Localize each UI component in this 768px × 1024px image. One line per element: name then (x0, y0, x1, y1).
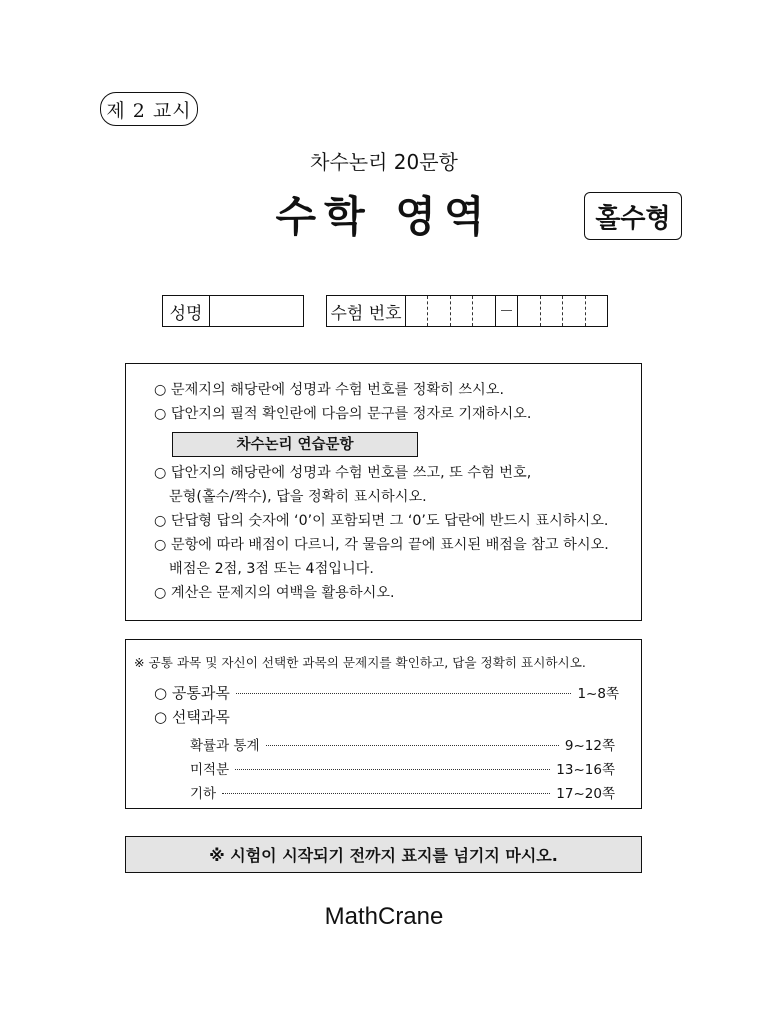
subjects-box (125, 639, 642, 809)
exam-number-cell[interactable] (540, 296, 562, 326)
exam-type-badge: 홀수형 (584, 192, 682, 240)
exam-number-cell[interactable] (562, 296, 584, 326)
exam-number-cell[interactable] (472, 296, 494, 326)
toc-leader (266, 745, 559, 746)
subjects-note: ※ 공통 과목 및 자신이 선택한 과목의 문제지를 확인하고, 답을 정확히 표시하시오. (134, 655, 586, 670)
instruction-line: ○ 문제지의 해당란에 성명과 수험 번호를 정확히 쓰시오. (154, 382, 504, 398)
toc-leader (222, 793, 550, 794)
subtitle: 차수논리 20문항 (310, 150, 458, 174)
notice-banner: ※ 시험이 시작되기 전까지 표지를 넘기지 마시오. (125, 836, 642, 873)
exam-number-cell[interactable] (585, 296, 607, 326)
instruction-line: ○ 답안지의 필적 확인란에 다음의 문구를 정자로 기재하시오. (154, 406, 532, 422)
exam-number-input[interactable] (406, 296, 607, 326)
toc-row-elective (190, 758, 615, 778)
toc-row-elective-heading (154, 706, 230, 727)
toc-label: ○ 선택과목 (154, 708, 230, 726)
instruction-line: ○ 계산은 문제지의 여백을 활용하시오. (154, 585, 395, 601)
toc-leader (235, 769, 550, 770)
toc-label: 미적분 (190, 762, 230, 778)
toc-leader (236, 693, 572, 694)
name-input[interactable] (210, 296, 303, 326)
page-title: 수학 영역 (275, 192, 493, 241)
instruction-line: ○ 문항에 따라 배점이 다르니, 각 물음의 끝에 표시된 배점을 참고 하시오. (154, 537, 609, 553)
session-badge: 제 2 교시 (100, 92, 198, 126)
toc-label: ○ 공통과목 (154, 684, 230, 702)
toc-row-common (154, 682, 619, 703)
toc-pages: 17~20쪽 (556, 786, 615, 802)
toc-pages: 13~16쪽 (556, 762, 615, 778)
exam-number-field (326, 295, 608, 327)
toc-label: 기하 (190, 786, 217, 802)
exam-number-cell[interactable] (406, 296, 427, 326)
exam-number-label: 수험 번호 (327, 296, 406, 326)
name-label: 성명 (163, 296, 210, 326)
instruction-line: ○ 답안지의 해당란에 성명과 수험 번호를 쓰고, 또 수험 번호, (154, 465, 532, 481)
dash-mark (501, 310, 512, 311)
toc-pages: 1~8쪽 (577, 686, 619, 702)
practice-phrase-box: 차수논리 연습문항 (172, 432, 418, 457)
name-field (162, 295, 304, 327)
toc-row-elective (190, 782, 615, 802)
toc-pages: 9~12쪽 (564, 738, 615, 754)
instructions-box (125, 363, 642, 621)
instruction-line: 문형(홀수/짝수), 답을 정확히 표시하시오. (169, 489, 427, 505)
exam-number-separator (495, 296, 517, 326)
exam-number-cell[interactable] (450, 296, 472, 326)
instruction-line: 배점은 2점, 3점 또는 4점입니다. (169, 561, 374, 577)
exam-number-cell[interactable] (427, 296, 449, 326)
toc-label: 확률과 통계 (190, 738, 260, 754)
footer-brand: MathCrane (324, 903, 444, 930)
instruction-line: ○ 단답형 답의 숫자에 ‘0’이 포함되면 그 ‘0’도 답란에 반드시 표시하시오. (154, 513, 609, 529)
toc-row-elective (190, 734, 615, 754)
exam-number-cell[interactable] (517, 296, 539, 326)
